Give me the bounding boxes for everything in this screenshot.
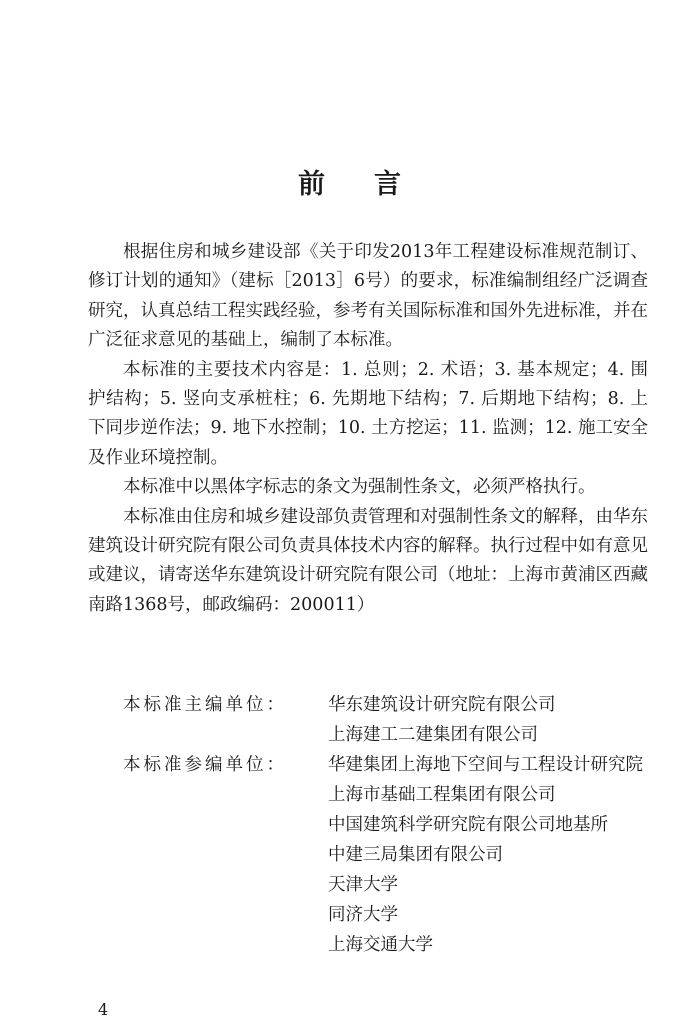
page-number: 4 — [98, 1000, 109, 1019]
participating-units-label: 本标准参编单位： — [123, 755, 287, 775]
preface-body — [88, 238, 648, 620]
paragraph: 本标准由住房和城乡建设部负责管理和对强制性条文的解释，由华东建筑设计研究院有限公司负责具体技术内容的解释。执行过程中如有意见或建议，请寄送华东建筑设计研究院有限公司（地址：上海市黄浦区西藏南路1368号，邮政编码：200011） — [88, 506, 648, 615]
unit-item: 天津大学 — [328, 875, 398, 895]
unit-item: 华东建筑设计研究院有限公司 — [328, 695, 556, 715]
chief-units-list — [328, 690, 648, 750]
paragraph: 本标准中以黑体字标志的条文为强制性条文，必须严格执行。 — [123, 477, 596, 498]
paragraph: 本标准的主要技术内容是：1. 总则；2. 术语；3. 基本规定；4. 围护结构；5. 竖向支承桩柱；6. 先期地下结构；7. 后期地下结构；8. 上下同步逆作法；9. 地下水控制；10. 土方挖运；11. 监测；12. 施工安全及作业环境控制。 — [88, 359, 648, 468]
chief-units-block — [88, 690, 648, 960]
participating-units-row — [88, 750, 648, 960]
title-char-2: 言 — [374, 169, 402, 200]
unit-item: 上海市基础工程集团有限公司 — [328, 785, 556, 805]
unit-item: 上海交通大学 — [328, 935, 433, 955]
unit-item: 华建集团上海地下空间与工程设计研究院 — [328, 755, 643, 775]
paragraph: 根据住房和城乡建设部《关于印发2013年工程建设标准规范制订、修订计划的通知》（建标［2013］6号）的要求，标准编制组经广泛调查研究，认真总结工程实践经验，参考有关国际标准和国外先进标准，并在广泛征求意见的基础上，编制了本标准。 — [88, 242, 648, 351]
participating-units-list — [328, 750, 648, 960]
unit-item: 同济大学 — [328, 905, 398, 925]
unit-item: 上海建工二建集团有限公司 — [328, 725, 538, 745]
page-title — [0, 162, 700, 201]
title-char-1: 前 — [298, 169, 326, 200]
chief-units-row — [88, 690, 648, 750]
unit-item: 中建三局集团有限公司 — [328, 845, 503, 865]
unit-item: 中国建筑科学研究院有限公司地基所 — [328, 815, 608, 835]
chief-units-label: 本标准主编单位： — [123, 695, 287, 715]
